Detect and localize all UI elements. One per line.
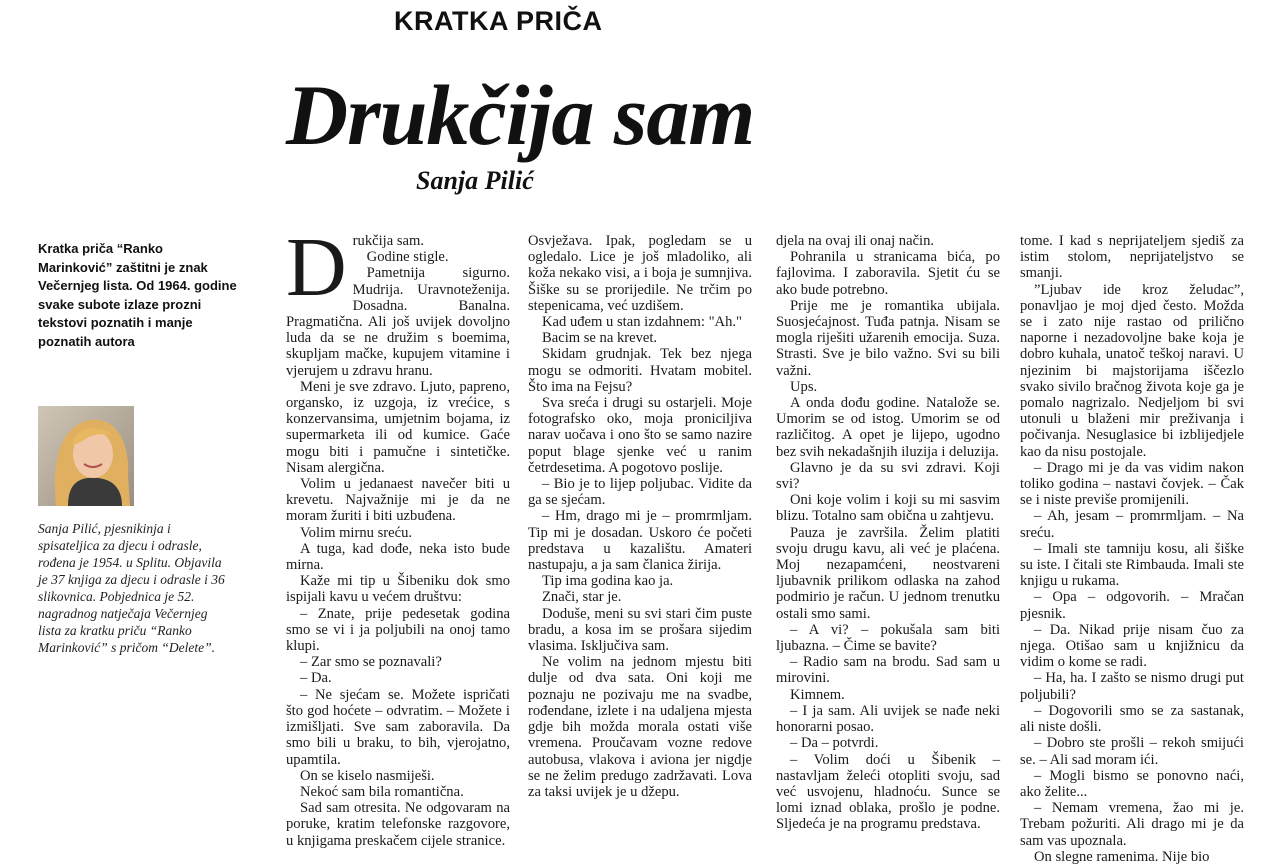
paragraph: Sva sreća i drugi su ostarjeli. Moje fotografsko oko, moja proniciljiva narav uočava i ono što se samo nazire poput blage sjenke već u ranim četrdesetima. A pogotovo poslije. xyxy=(528,395,752,476)
paragraph: Skidam grudnjak. Tek bez njega mogu se odmoriti. Hvatam mobitel. Što ima na Fejsu? xyxy=(528,346,752,395)
author-portrait-image xyxy=(38,406,134,506)
paragraph: Pametnija sigurno. Mudrija. Uravnoteženija. Dosadna. Banalna. Pragmatična. Ali još uvijek dovoljno luda da se ne družim s boemima, skupljam mačke, kupujem vitamine i vjerujem u zdravu hranu. xyxy=(286,265,510,379)
paragraph: Tip ima godina kao ja. xyxy=(542,573,674,590)
paragraph: Oni koje volim i koji su mi sasvim blizu. Totalno sam obična u zahtjevu. xyxy=(776,492,1000,525)
paragraph: A tuga, kad dođe, neka isto bude mirna. xyxy=(286,540,510,574)
paragraph: Osvježava. Ipak, pogledam se u ogledalo. Lice je još mladoliko, ali koža nekako visi, a i boja je sumnjiva. Šiške su se prorijedile. Ne trčim po stepenicama, već uzdišem. xyxy=(528,233,752,314)
paragraph: tome. I kad s neprijateljem sjediš za istim stolom, neprijateljstvo se smanji. xyxy=(1020,233,1244,282)
paragraph: – Radio sam na brodu. Sad sam u mirovini. xyxy=(776,654,1000,687)
section-heading: KRATKA PRIČA xyxy=(394,6,603,36)
paragraph: – Opa – odgovorih. – Mračan pjesnik. xyxy=(1020,589,1244,622)
paragraph: djela na ovaj ili onaj način. xyxy=(776,233,935,249)
paragraph: – Volim doći u Šibenik – nastavljam želeći otopliti svoju, sad već usvojenu, hladnoću. Sunce se lomi iznad oblaka, prošlo je podne. Sljedeća je na programu predstava. xyxy=(776,751,1000,833)
paragraph: Godine stigle. xyxy=(366,249,449,266)
paragraph: Volim u jedanaest navečer biti u krevetu. Najvažnije mi je da ne moram žuriti i biti uzbuđena. xyxy=(286,476,510,525)
paragraph: – Dogovorili smo se za sastanak, ali niste došli. xyxy=(1020,702,1244,736)
text-column-1 xyxy=(286,221,510,852)
intro-text: Kratka priča “Ranko Marinković” zaštitni je znak Večernjeg lista. Od 1964. godine svake subote izlaze prozni tekstovi poznatih i manje poznatih autora xyxy=(38,241,237,349)
paragraph: Kad uđem u stan izdahnem: "Ah." xyxy=(542,314,742,331)
paragraph: – Da – potvrdi. xyxy=(790,735,879,752)
paragraph: Glavno je da su svi zdravi. Koji svi? xyxy=(776,459,1000,493)
paragraph: – Nemam vremena, žao mi je. Trebam požuriti. Ali drago mi je da sam vas upoznala. xyxy=(1020,800,1244,849)
paragraph: Sad sam otresita. Ne odgovaram na poruke, kratim telefonske razgovore, u knjigama preskačem cijele stranice. xyxy=(286,800,510,849)
paragraph: – Hm, drago mi je – promrmljam. Tip mi je dosadan. Uskoro će početi predstava u kazalištu. Amateri nastupaju, a ja sam članica žirija. xyxy=(528,508,752,574)
paragraph: Ne volim na jednom mjestu biti dulje od dva sata. Oni koji me poznaju ne pozivaju me na svadbe, rođendane, izlete i na udaljena mjesta gdje bih možda morala ostati više vremena. Proučavam vozne redove autobusa, vlakova i aviona jer nigdje se ne želim predugo zadržavati. Lova za taksi uvijek je u džepu. xyxy=(528,654,752,800)
paragraph: rukčija sam. xyxy=(352,233,424,249)
paragraph: – I ja sam. Ali uvijek se nađe neki honorarni posao. xyxy=(776,702,1000,736)
paragraph: Ups. xyxy=(790,378,818,395)
paragraph: – Mogli bismo se ponovno naći, ako želite... xyxy=(1020,767,1244,800)
paragraph: Pohranila u stranicama bića, po fajlovima. I zaboravila. Sjetit ću se ako bude potrebno. xyxy=(776,249,1000,298)
text-column-2 xyxy=(528,233,752,852)
author-photo xyxy=(38,406,134,506)
article-title: Drukčija sam xyxy=(286,67,755,163)
paragraph: A onda dođu godine. Natalože se. Umorim se od istog. Umorim se od različitog. A opet je lijepo, ugodno bez svih nekadašnjih iluzija i deluzija. xyxy=(776,395,1000,460)
paragraph: – A vi? – pokušala sam biti ljubazna. – Čime se bavite? xyxy=(776,621,1000,655)
paragraph: – Ha, ha. I zašto se nismo drugi put poljubili? xyxy=(1020,670,1244,703)
paragraph: Prije me je romantika ubijala. Suosjećajnost. Tuđa patnja. Nisam se mogla riješiti užarenih emocija. Suza. Strasti. Sve je bilo važno. Svi su bili važni. xyxy=(776,297,1000,379)
paragraph: – Da. xyxy=(300,670,332,687)
author-bio: Sanja Pilić, pjesnikinja i spisateljica za djecu i odrasle, rođena je 1954. u Splitu. Objavila je 37 knjiga za djecu i odrasle i 36 slikovnica. Pobjednica je 52. nagradnog natječaja Večernjeg lista za kratku priču “Ranko Marinković” s pričom “Delete”. xyxy=(38,521,225,655)
paragraph: – Ah, jesam – promrmljam. – Na sreću. xyxy=(1020,508,1244,541)
paragraph: – Drago mi je da vas vidim nakon toliko godina – nastavi čovjek. – Čak se i niste previše promijenili. xyxy=(1020,459,1244,509)
paragraph: – Zar smo se poznavali? xyxy=(300,654,442,671)
paragraph: Kaže mi tip u Šibeniku dok smo ispijali kavu u većem društvu: xyxy=(286,573,510,606)
paragraph: On slegne ramenima. Nije bio xyxy=(1034,848,1210,865)
paragraph: Pauza je završila. Želim platiti svoju drugu kavu, ali već je plaćena. Moj nezapamćeni, neostvareni ljubavnik prilikom odlaska na zahod podmirio je račun. U jednom trenutku ostali smo sami. xyxy=(776,524,1000,622)
paragraph: ”Ljubav ide kroz želudac”, ponavljao je moj djed često. Možda se i zato nije rastao od prilično naporne i nezadovoljne bake koja je dobro kuhala, unatoč teškoj naravi. U njezinim bi majstorijama iščezlo svako sivilo bračnog života koje ga je pomalo nagrizalo. Nedjeljom bi svi utonuli u blaženi mir preživanja i počivanja. Nesuglasice bi izblijedjele kao da nisu postojale. xyxy=(1020,281,1244,460)
paragraph: – Znate, prije pedesetak godina smo se vi i ja poljubili na onoj tamo klupi. xyxy=(286,605,510,655)
paragraph: – Dobro ste prošli – rekoh smijući se. – Ali sad moram ići. xyxy=(1020,735,1244,768)
paragraph: – Imali ste tamniju kosu, ali šiške su iste. I čitali ste Rimbauda. Imali ste knjigu u rukama. xyxy=(1020,540,1244,590)
article-author: Sanja Pilić xyxy=(416,166,534,195)
text-column-3 xyxy=(776,233,1000,852)
paragraph: Bacim se na krevet. xyxy=(542,330,658,347)
paragraph: Kimnem. xyxy=(790,686,845,703)
drop-cap: D xyxy=(286,221,347,314)
paragraph: Meni je sve zdravo. Ljuto, papreno, organsko, iz uzgoja, iz vrećice, s konzervansima, umjetnim bojama, iz supermarketa ili od kumice. Gaće mogu biti i pamučne i sintetičke. Nisam alergična. xyxy=(286,378,510,476)
paragraph: On se kiselo nasmiješi. xyxy=(300,767,435,784)
paragraph: Znači, star je. xyxy=(542,589,622,606)
paragraph: Volim mirnu sreću. xyxy=(300,524,413,541)
paragraph: – Ne sjećam se. Možete ispričati što god hoćete – odvratim. – Možete i izmišljati. Sve sam zaboravila. Da smo bili u braku, to bih, vjerojatno, upamtila. xyxy=(286,686,510,768)
paragraph: Nekoć sam bila romantična. xyxy=(300,783,464,800)
text-column-4 xyxy=(1020,233,1244,865)
paragraph: – Da. Nikad prije nisam čuo za njega. Otišao sam u knjižnicu da vidim o kome se radi. xyxy=(1020,621,1244,671)
paragraph: – Bio je to lijep poljubac. Vidite da ga se sjećam. xyxy=(528,476,752,509)
paragraph: Doduše, meni su svi stari čim puste bradu, a kosa im se prošara sijedim vlasima. Isključiva sam. xyxy=(528,605,752,655)
